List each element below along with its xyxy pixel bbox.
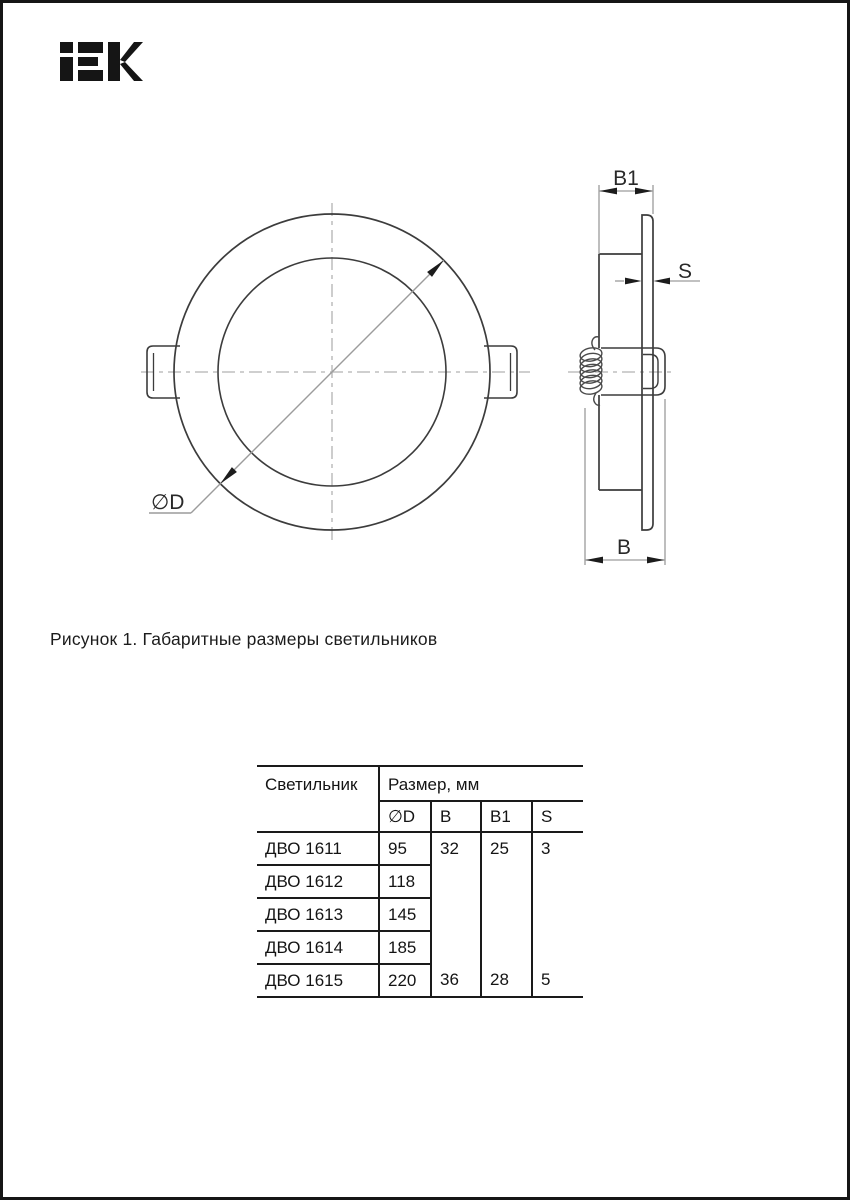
s-label: S <box>677 260 693 283</box>
table-row <box>257 832 583 865</box>
cell-model: ДВО 1613 <box>257 898 379 931</box>
header-size-group: Размер, мм <box>379 766 583 801</box>
header-luminaire: Светильник <box>257 766 379 832</box>
b-arrow-left <box>586 557 604 564</box>
dimensions-table <box>257 765 583 998</box>
cell-b1: 25 <box>481 832 532 964</box>
cell-b: 36 <box>431 964 481 997</box>
arrowhead-lower <box>220 467 237 484</box>
header-diameter: ∅D <box>379 801 431 832</box>
cell-s: 5 <box>541 970 551 989</box>
cell-b1: 28 <box>481 964 532 997</box>
cell-b: 32 <box>431 832 481 964</box>
b-label: B <box>616 536 632 559</box>
front-view <box>141 203 530 543</box>
dimension-drawing <box>3 3 850 613</box>
s-dimension <box>615 260 700 284</box>
cell-diameter: 185 <box>379 931 431 964</box>
table-row <box>257 964 583 997</box>
b1-label: B1 <box>613 167 639 190</box>
diameter-label: ∅D <box>151 491 185 514</box>
cell-diameter: 95 <box>379 832 431 865</box>
cell-diameter: 220 <box>379 964 431 997</box>
b-arrow-right <box>647 557 665 564</box>
cell-model: ДВО 1614 <box>257 931 379 964</box>
cell-diameter: 145 <box>379 898 431 931</box>
header-b: B <box>431 801 481 832</box>
cell-diameter: 118 <box>379 865 431 898</box>
cell-s: 3 <box>541 839 551 858</box>
cell-model: ДВО 1612 <box>257 865 379 898</box>
s-arrow-right <box>654 278 671 285</box>
s-arrow-left <box>625 278 642 285</box>
b1-dimension <box>599 167 653 254</box>
cell-model: ДВО 1611 <box>257 832 379 865</box>
header-s: S <box>532 801 583 832</box>
diameter-dimension <box>149 260 444 514</box>
arrowhead-upper <box>427 260 444 277</box>
figure-caption: Рисунок 1. Габаритные размеры светильников <box>50 629 438 649</box>
cell-model: ДВО 1615 <box>257 964 379 997</box>
header-b1: B1 <box>481 801 532 832</box>
side-view <box>568 167 700 565</box>
